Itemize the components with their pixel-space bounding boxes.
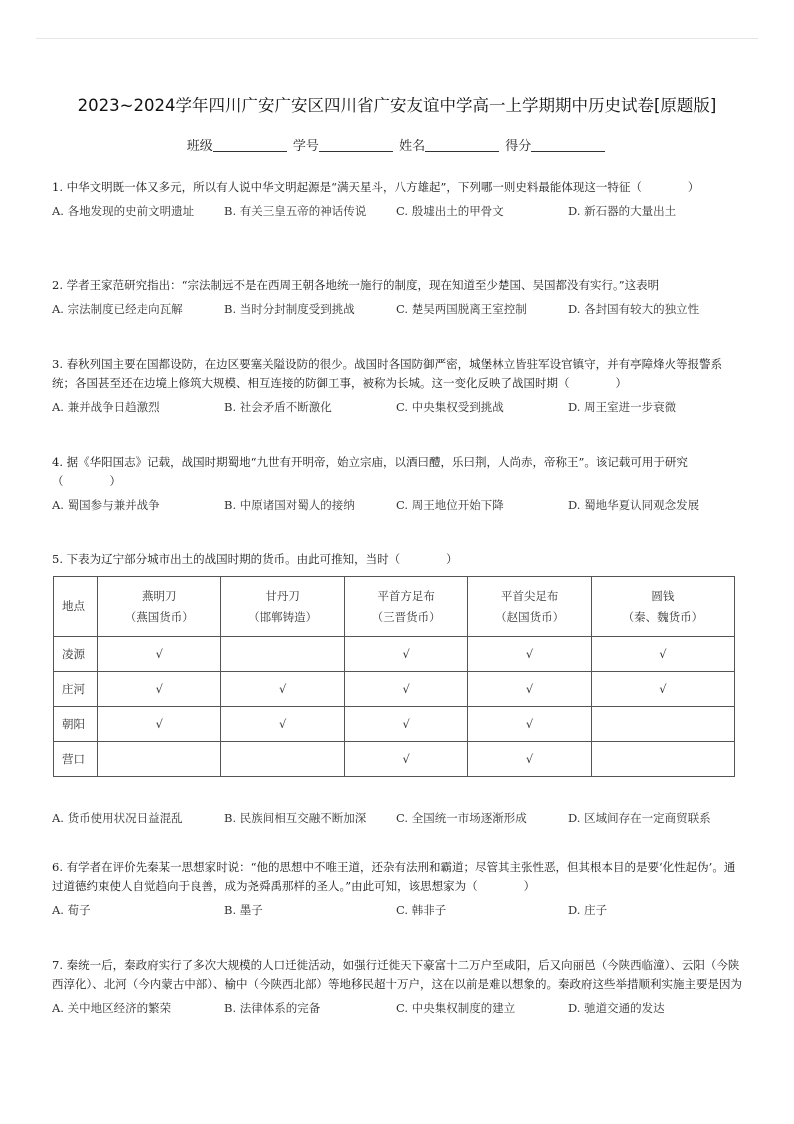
option-b[interactable]: B. 中原诸国对蜀人的接纳 xyxy=(224,498,355,512)
table-row xyxy=(54,707,735,742)
table-cell: √ xyxy=(221,707,344,742)
place-cell: 庄河 xyxy=(54,672,98,707)
option-b[interactable]: B. 民族间相互交融不断加深 xyxy=(224,811,367,825)
name-blank xyxy=(425,138,499,152)
column-note: （燕国货币） xyxy=(124,609,194,624)
table-row xyxy=(54,672,735,707)
options xyxy=(52,810,744,826)
option-d[interactable]: D. 周王室进一步衰微 xyxy=(568,400,677,414)
question-number: 4. xyxy=(52,455,63,469)
options xyxy=(52,399,744,415)
column-header xyxy=(221,577,344,637)
question-1 xyxy=(52,178,744,219)
question-7 xyxy=(52,956,744,1016)
question-text: 中华文明既一体又多元，所以有人说中华文明起源是“满天星斗，八方雄起”，下列哪一则史料最能体现这一特征（ ） xyxy=(66,180,700,194)
question-stem xyxy=(52,858,744,896)
question-stem xyxy=(52,956,744,994)
column-note: （秦、魏货币） xyxy=(622,609,704,624)
question-number: 2. xyxy=(52,278,63,292)
option-c[interactable]: C. 中央集权制度的建立 xyxy=(396,1001,516,1015)
option-d[interactable]: D. 蜀地华夏认同观念发展 xyxy=(568,498,700,512)
question-stem xyxy=(52,453,744,491)
table-cell: √ xyxy=(344,707,467,742)
top-rule xyxy=(36,38,758,39)
question-number: 7. xyxy=(52,958,63,972)
student-info-line xyxy=(0,135,794,154)
option-a[interactable]: A. 关中地区经济的繁荣 xyxy=(52,1001,172,1015)
class-label: 班级 xyxy=(186,139,213,154)
table-cell: √ xyxy=(344,742,467,777)
option-d[interactable]: D. 新石器的大量出土 xyxy=(568,204,677,218)
option-c[interactable]: C. 楚吴两国脱离王室控制 xyxy=(396,302,527,316)
option-b[interactable]: B. 墨子 xyxy=(224,903,263,917)
column-name: 燕明刀 xyxy=(141,588,177,603)
column-header xyxy=(344,577,467,637)
option-d[interactable]: D. 区域间存在一定商贸联系 xyxy=(568,811,711,825)
option-a[interactable]: A. 各地发现的史前文明遗址 xyxy=(52,204,195,218)
table-cell xyxy=(221,637,344,672)
column-note: （赵国货币） xyxy=(495,609,565,624)
option-c[interactable]: C. 殷墟出土的甲骨文 xyxy=(396,204,504,218)
question-text: 学者王家范研究指出：“宗法制远不是在西周王朝各地统一施行的制度，现在知道至少楚国、吴国都没有实行。”这表明 xyxy=(66,278,660,292)
question-stem xyxy=(52,178,744,197)
table-cell: √ xyxy=(98,707,221,742)
table-cell: √ xyxy=(591,637,734,672)
page-title: 2023~2024学年四川广安广安区四川省广安友谊中学高一上学期期中历史试卷[原题版] xyxy=(77,96,717,115)
option-b[interactable]: B. 当时分封制度受到挑战 xyxy=(224,302,355,316)
table-cell: √ xyxy=(344,672,467,707)
table-cell: √ xyxy=(468,672,591,707)
options xyxy=(52,902,744,918)
table-cell: √ xyxy=(591,672,734,707)
question-text: 秦统一后，秦政府实行了多次大规模的人口迁徙活动，如强行迁徙天下豪富十二万户至咸阳，后又向丽邑（今陕西临潼）、云阳（今陕西淳化）、北河（今内蒙古中部）、榆中（今陕西北部）等地移民超十万户，这在以前是难以想象的。秦政府这些举措顺利实施主要是因为 xyxy=(52,958,742,991)
question-number: 6. xyxy=(52,860,63,874)
table-cell xyxy=(591,707,734,742)
table-cell: √ xyxy=(221,672,344,707)
table-row xyxy=(54,637,735,672)
option-b[interactable]: B. 社会矛盾不断激化 xyxy=(224,400,332,414)
option-d[interactable]: D. 各封国有较大的独立性 xyxy=(568,302,700,316)
column-note: （邯郸铸造） xyxy=(248,609,318,624)
column-name: 圆钱 xyxy=(651,588,675,603)
option-a[interactable]: A. 货币使用状况日益混乱 xyxy=(52,811,183,825)
table-cell: √ xyxy=(98,672,221,707)
question-5-options xyxy=(52,804,744,826)
option-a[interactable]: A. 蜀国参与兼并战争 xyxy=(52,498,160,512)
question-stem xyxy=(52,355,744,393)
score-label: 得分 xyxy=(505,139,532,154)
option-b[interactable]: B. 法律体系的完备 xyxy=(224,1001,321,1015)
option-c[interactable]: C. 韩非子 xyxy=(396,903,447,917)
option-c[interactable]: C. 全国统一市场逐渐形成 xyxy=(396,811,527,825)
column-name: 甘丹刀 xyxy=(265,588,300,603)
question-4 xyxy=(52,453,744,513)
column-header xyxy=(98,577,221,637)
place-header: 地点 xyxy=(54,577,98,637)
id-blank xyxy=(319,138,393,152)
option-a[interactable]: A. 宗法制度已经走向瓦解 xyxy=(52,302,183,316)
option-b[interactable]: B. 有关三皇五帝的神话传说 xyxy=(224,204,367,218)
score-blank xyxy=(531,138,605,152)
question-text: 春秋列国主要在国都设防，在边区要塞关隘设防的很少。战国时各国防御严密，城堡林立皆驻军设官镇守，并有亭障烽火等报警系统；各国甚至还在边境上修筑大规模、相互连接的防御工事，被称为长城。这一变化反映了战国时期（ ） xyxy=(52,357,723,390)
question-number: 5. xyxy=(52,552,63,566)
table-cell: √ xyxy=(468,707,591,742)
table-cell: √ xyxy=(344,637,467,672)
option-a[interactable]: A. 荀子 xyxy=(52,903,91,917)
table-header-row xyxy=(54,577,735,637)
question-3 xyxy=(52,355,744,415)
place-cell: 凌源 xyxy=(54,637,98,672)
question-text: 有学者在评价先秦某一思想家时说：“他的思想中不唯王道，还杂有法刑和霸道；尽管其主张性恶，但其根本目的是要‘化性起伪’。通过道德约束使人自觉趋向于良善，成为尧舜禹那样的圣人。”由此可知，该思想家为（ ） xyxy=(52,860,736,893)
currency-table xyxy=(53,576,735,777)
table-cell: √ xyxy=(98,637,221,672)
column-name: 平首尖足布 xyxy=(500,588,559,603)
question-text: 据《华阳国志》记载，战国时期蜀地“九世有开明帝，始立宗庙，以酒曰醴，乐曰荆，人尚赤，帝称王”。该记载可用于研究（ ） xyxy=(52,455,688,488)
place-cell: 营口 xyxy=(54,742,98,777)
options xyxy=(52,497,744,513)
table-cell: √ xyxy=(468,637,591,672)
question-2 xyxy=(52,276,744,317)
option-c[interactable]: C. 中央集权受到挑战 xyxy=(396,400,504,414)
options xyxy=(52,301,744,317)
id-label: 学号 xyxy=(292,139,319,154)
options xyxy=(52,203,744,219)
question-5 xyxy=(52,550,744,569)
question-stem xyxy=(52,276,744,295)
column-note: （三晋货币） xyxy=(371,609,441,624)
question-6 xyxy=(52,858,744,918)
table-cell: √ xyxy=(468,742,591,777)
table-row xyxy=(54,742,735,777)
option-d[interactable]: D. 庄子 xyxy=(568,903,608,917)
name-label: 姓名 xyxy=(399,139,426,154)
table-cell xyxy=(98,742,221,777)
options xyxy=(52,1000,744,1016)
option-d[interactable]: D. 驰道交通的发达 xyxy=(568,1001,665,1015)
place-cell: 朝阳 xyxy=(54,707,98,742)
class-blank xyxy=(213,138,287,152)
question-text: 下表为辽宁部分城市出土的战国时期的货币。由此可推知，当时（ ） xyxy=(66,552,458,566)
column-header xyxy=(468,577,591,637)
option-a[interactable]: A. 兼并战争日趋激烈 xyxy=(52,400,160,414)
question-number: 1. xyxy=(52,180,63,194)
column-name: 平首方足布 xyxy=(377,588,435,603)
column-header xyxy=(591,577,734,637)
table-cell xyxy=(221,742,344,777)
question-stem xyxy=(52,550,744,569)
option-c[interactable]: C. 周王地位开始下降 xyxy=(396,498,504,512)
question-number: 3. xyxy=(52,357,63,371)
table-cell xyxy=(591,742,734,777)
